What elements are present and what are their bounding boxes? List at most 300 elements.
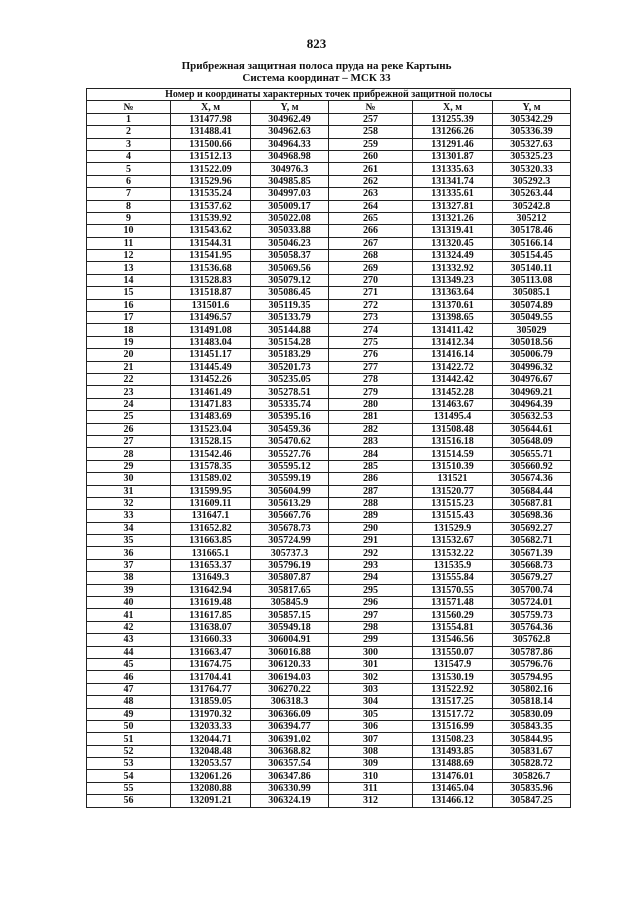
x-coordinate-right: 131508.48 [413, 423, 493, 435]
x-coordinate-right: 131324.49 [413, 250, 493, 262]
point-number-right: 262 [329, 175, 413, 187]
x-coordinate-left: 131647.1 [171, 510, 251, 522]
point-number-right: 301 [329, 658, 413, 670]
y-coordinate-right: 305006.79 [493, 349, 571, 361]
x-coordinate-left: 131523.04 [171, 423, 251, 435]
table-row [87, 287, 571, 299]
x-coordinate-right: 131422.72 [413, 361, 493, 373]
y-coordinate-right: 305679.27 [493, 572, 571, 584]
table-row [87, 299, 571, 311]
x-coordinate-right: 131341.74 [413, 175, 493, 187]
point-number-right: 277 [329, 361, 413, 373]
x-coordinate-right: 131532.67 [413, 535, 493, 547]
column-header-y-right: Y, м [493, 101, 571, 113]
table-row [87, 510, 571, 522]
y-coordinate-left: 305278.51 [251, 386, 329, 398]
point-number-left: 11 [87, 237, 171, 249]
y-coordinate-left: 306330.99 [251, 782, 329, 794]
y-coordinate-left: 305949.18 [251, 621, 329, 633]
x-coordinate-right: 131571.48 [413, 597, 493, 609]
y-coordinate-right: 305794.95 [493, 671, 571, 683]
x-coordinate-left: 131578.35 [171, 460, 251, 472]
table-row [87, 733, 571, 745]
point-number-left: 51 [87, 733, 171, 745]
table-row [87, 138, 571, 150]
point-number-left: 37 [87, 559, 171, 571]
table-row [87, 584, 571, 596]
x-coordinate-right: 131320.45 [413, 237, 493, 249]
x-coordinate-right: 131495.4 [413, 411, 493, 423]
x-coordinate-left: 132080.88 [171, 782, 251, 794]
y-coordinate-right: 305655.71 [493, 448, 571, 460]
point-number-left: 16 [87, 299, 171, 311]
point-number-right: 276 [329, 349, 413, 361]
point-number-left: 15 [87, 287, 171, 299]
y-coordinate-right: 305682.71 [493, 535, 571, 547]
x-coordinate-left: 131488.41 [171, 126, 251, 138]
y-coordinate-right: 305844.95 [493, 733, 571, 745]
y-coordinate-left: 305470.62 [251, 435, 329, 447]
table-group-header-row [87, 89, 571, 101]
point-number-left: 42 [87, 621, 171, 633]
y-coordinate-right: 305700.74 [493, 584, 571, 596]
x-coordinate-left: 132091.21 [171, 795, 251, 807]
x-coordinate-left: 131445.49 [171, 361, 251, 373]
x-coordinate-left: 131541.95 [171, 250, 251, 262]
x-coordinate-left: 131496.57 [171, 312, 251, 324]
point-number-right: 304 [329, 696, 413, 708]
x-coordinate-right: 131514.59 [413, 448, 493, 460]
x-coordinate-right: 131521 [413, 473, 493, 485]
y-coordinate-left: 305807.87 [251, 572, 329, 584]
y-coordinate-left: 305395.16 [251, 411, 329, 423]
x-coordinate-left: 131491.08 [171, 324, 251, 336]
y-coordinate-right: 305674.36 [493, 473, 571, 485]
x-coordinate-left: 131536.68 [171, 262, 251, 274]
point-number-right: 298 [329, 621, 413, 633]
table-row [87, 597, 571, 609]
x-coordinate-right: 131476.01 [413, 770, 493, 782]
point-number-left: 20 [87, 349, 171, 361]
y-coordinate-right: 305787.86 [493, 646, 571, 658]
y-coordinate-right: 305320.33 [493, 163, 571, 175]
x-coordinate-right: 131515.43 [413, 510, 493, 522]
point-number-right: 266 [329, 225, 413, 237]
x-coordinate-left: 131660.33 [171, 634, 251, 646]
y-coordinate-right: 305018.56 [493, 336, 571, 348]
x-coordinate-left: 131649.3 [171, 572, 251, 584]
point-number-right: 286 [329, 473, 413, 485]
y-coordinate-right: 305085.1 [493, 287, 571, 299]
y-coordinate-right: 305828.72 [493, 758, 571, 770]
y-coordinate-right: 305342.29 [493, 113, 571, 125]
x-coordinate-right: 131488.69 [413, 758, 493, 770]
x-coordinate-right: 131560.29 [413, 609, 493, 621]
x-coordinate-left: 131674.75 [171, 658, 251, 670]
point-number-left: 38 [87, 572, 171, 584]
table-column-header-row [87, 101, 571, 113]
y-coordinate-left: 305235.05 [251, 373, 329, 385]
x-coordinate-right: 131349.23 [413, 274, 493, 286]
y-coordinate-left: 305817.65 [251, 584, 329, 596]
x-coordinate-left: 131589.02 [171, 473, 251, 485]
y-coordinate-right: 305648.09 [493, 435, 571, 447]
x-coordinate-right: 131510.39 [413, 460, 493, 472]
table-row [87, 497, 571, 509]
table-row [87, 398, 571, 410]
point-number-right: 305 [329, 708, 413, 720]
table-row [87, 634, 571, 646]
y-coordinate-right: 305843.35 [493, 720, 571, 732]
x-coordinate-left: 131544.31 [171, 237, 251, 249]
point-number-left: 46 [87, 671, 171, 683]
table-row [87, 745, 571, 757]
table-row [87, 324, 571, 336]
table-row [87, 460, 571, 472]
y-coordinate-right: 305802.16 [493, 683, 571, 695]
point-number-left: 31 [87, 485, 171, 497]
document-title [0, 60, 633, 84]
point-number-left: 28 [87, 448, 171, 460]
x-coordinate-left: 131970.32 [171, 708, 251, 720]
point-number-right: 259 [329, 138, 413, 150]
point-number-right: 268 [329, 250, 413, 262]
y-coordinate-right: 305632.53 [493, 411, 571, 423]
x-coordinate-right: 131508.23 [413, 733, 493, 745]
point-number-left: 53 [87, 758, 171, 770]
point-number-right: 278 [329, 373, 413, 385]
x-coordinate-left: 131500.66 [171, 138, 251, 150]
y-coordinate-left: 304968.98 [251, 150, 329, 162]
title-line-1: Прибрежная защитная полоса пруда на реке Картынь [181, 60, 452, 72]
y-coordinate-left: 306120.33 [251, 658, 329, 670]
table-row [87, 349, 571, 361]
x-coordinate-left: 131542.46 [171, 448, 251, 460]
y-coordinate-right: 304969.21 [493, 386, 571, 398]
y-coordinate-right: 305660.92 [493, 460, 571, 472]
table-row [87, 237, 571, 249]
point-number-right: 257 [329, 113, 413, 125]
point-number-right: 273 [329, 312, 413, 324]
point-number-left: 35 [87, 535, 171, 547]
x-coordinate-right: 131370.61 [413, 299, 493, 311]
x-coordinate-left: 131617.85 [171, 609, 251, 621]
y-coordinate-left: 305086.45 [251, 287, 329, 299]
x-coordinate-right: 131532.22 [413, 547, 493, 559]
point-number-left: 36 [87, 547, 171, 559]
point-number-left: 48 [87, 696, 171, 708]
x-coordinate-right: 131321.26 [413, 212, 493, 224]
y-coordinate-left: 305613.29 [251, 497, 329, 509]
y-coordinate-right: 305644.61 [493, 423, 571, 435]
page-number: 823 [306, 36, 327, 51]
point-number-right: 258 [329, 126, 413, 138]
x-coordinate-left: 131663.47 [171, 646, 251, 658]
point-number-left: 9 [87, 212, 171, 224]
point-number-left: 18 [87, 324, 171, 336]
y-coordinate-left: 304964.33 [251, 138, 329, 150]
y-coordinate-right: 305292.3 [493, 175, 571, 187]
x-coordinate-right: 131335.61 [413, 188, 493, 200]
y-coordinate-left: 305022.08 [251, 212, 329, 224]
x-coordinate-right: 131416.14 [413, 349, 493, 361]
y-coordinate-right: 305212 [493, 212, 571, 224]
table-row [87, 795, 571, 807]
x-coordinate-right: 131452.28 [413, 386, 493, 398]
point-number-right: 275 [329, 336, 413, 348]
x-coordinate-right: 131291.46 [413, 138, 493, 150]
x-coordinate-right: 131332.92 [413, 262, 493, 274]
point-number-right: 310 [329, 770, 413, 782]
x-coordinate-right: 131335.63 [413, 163, 493, 175]
table-row [87, 683, 571, 695]
x-coordinate-left: 131518.87 [171, 287, 251, 299]
table-row [87, 696, 571, 708]
point-number-right: 265 [329, 212, 413, 224]
table-row [87, 473, 571, 485]
y-coordinate-right: 305796.76 [493, 658, 571, 670]
x-coordinate-left: 131704.41 [171, 671, 251, 683]
x-coordinate-left: 131537.62 [171, 200, 251, 212]
y-coordinate-left: 304962.63 [251, 126, 329, 138]
table-row [87, 361, 571, 373]
x-coordinate-left: 132053.57 [171, 758, 251, 770]
x-coordinate-left: 131652.82 [171, 522, 251, 534]
y-coordinate-right: 305113.08 [493, 274, 571, 286]
point-number-right: 282 [329, 423, 413, 435]
point-number-right: 288 [329, 497, 413, 509]
x-coordinate-right: 131466.12 [413, 795, 493, 807]
point-number-right: 261 [329, 163, 413, 175]
y-coordinate-left: 306016.88 [251, 646, 329, 658]
y-coordinate-left: 305009.17 [251, 200, 329, 212]
x-coordinate-left: 131638.07 [171, 621, 251, 633]
table-row [87, 175, 571, 187]
x-coordinate-right: 131255.39 [413, 113, 493, 125]
x-coordinate-left: 131859.05 [171, 696, 251, 708]
x-coordinate-left: 131528.83 [171, 274, 251, 286]
table-row [87, 535, 571, 547]
point-number-right: 303 [329, 683, 413, 695]
y-coordinate-right: 305759.73 [493, 609, 571, 621]
point-number-right: 270 [329, 274, 413, 286]
y-coordinate-right: 305263.44 [493, 188, 571, 200]
y-coordinate-left: 306391.02 [251, 733, 329, 745]
x-coordinate-right: 131546.56 [413, 634, 493, 646]
y-coordinate-left: 306194.03 [251, 671, 329, 683]
x-coordinate-left: 131483.04 [171, 336, 251, 348]
x-coordinate-right: 131398.65 [413, 312, 493, 324]
table-group-header: Номер и координаты характерных точек прибрежной защитной полосы [87, 89, 571, 101]
y-coordinate-right: 305826.7 [493, 770, 571, 782]
x-coordinate-left: 131483.69 [171, 411, 251, 423]
x-coordinate-right: 131363.64 [413, 287, 493, 299]
point-number-right: 263 [329, 188, 413, 200]
point-number-left: 3 [87, 138, 171, 150]
y-coordinate-left: 304962.49 [251, 113, 329, 125]
point-number-right: 284 [329, 448, 413, 460]
point-number-right: 299 [329, 634, 413, 646]
y-coordinate-left: 305201.73 [251, 361, 329, 373]
table-row [87, 572, 571, 584]
x-coordinate-left: 132044.71 [171, 733, 251, 745]
y-coordinate-left: 305724.99 [251, 535, 329, 547]
table-row [87, 435, 571, 447]
point-number-left: 7 [87, 188, 171, 200]
x-coordinate-right: 131463.67 [413, 398, 493, 410]
table-row [87, 250, 571, 262]
x-coordinate-right: 131515.23 [413, 497, 493, 509]
y-coordinate-left: 305033.88 [251, 225, 329, 237]
table-row [87, 720, 571, 732]
x-coordinate-left: 131471.83 [171, 398, 251, 410]
y-coordinate-left: 305069.56 [251, 262, 329, 274]
y-coordinate-left: 306366.09 [251, 708, 329, 720]
x-coordinate-left: 131522.09 [171, 163, 251, 175]
x-coordinate-left: 131642.94 [171, 584, 251, 596]
y-coordinate-left: 305667.76 [251, 510, 329, 522]
y-coordinate-left: 305595.12 [251, 460, 329, 472]
point-number-left: 26 [87, 423, 171, 435]
x-coordinate-left: 131501.6 [171, 299, 251, 311]
point-number-left: 55 [87, 782, 171, 794]
x-coordinate-left: 131665.1 [171, 547, 251, 559]
x-coordinate-right: 131530.19 [413, 671, 493, 683]
x-coordinate-left: 131477.98 [171, 113, 251, 125]
point-number-right: 306 [329, 720, 413, 732]
point-number-left: 27 [87, 435, 171, 447]
table-row [87, 448, 571, 460]
x-coordinate-left: 131451.17 [171, 349, 251, 361]
y-coordinate-right: 304964.39 [493, 398, 571, 410]
table-row [87, 770, 571, 782]
x-coordinate-left: 131512.13 [171, 150, 251, 162]
y-coordinate-left: 306368.82 [251, 745, 329, 757]
point-number-left: 5 [87, 163, 171, 175]
point-number-right: 289 [329, 510, 413, 522]
point-number-right: 264 [329, 200, 413, 212]
point-number-left: 54 [87, 770, 171, 782]
y-coordinate-left: 306357.54 [251, 758, 329, 770]
point-number-right: 293 [329, 559, 413, 571]
point-number-left: 29 [87, 460, 171, 472]
point-number-left: 33 [87, 510, 171, 522]
x-coordinate-right: 131516.99 [413, 720, 493, 732]
y-coordinate-right: 305698.36 [493, 510, 571, 522]
point-number-left: 17 [87, 312, 171, 324]
x-coordinate-left: 131528.15 [171, 435, 251, 447]
table-row [87, 782, 571, 794]
point-number-left: 23 [87, 386, 171, 398]
y-coordinate-left: 305046.23 [251, 237, 329, 249]
x-coordinate-right: 131554.81 [413, 621, 493, 633]
point-number-right: 312 [329, 795, 413, 807]
point-number-left: 1 [87, 113, 171, 125]
x-coordinate-left: 131529.96 [171, 175, 251, 187]
x-coordinate-right: 131301.87 [413, 150, 493, 162]
x-coordinate-right: 131547.9 [413, 658, 493, 670]
table-row [87, 386, 571, 398]
point-number-left: 4 [87, 150, 171, 162]
table-row [87, 113, 571, 125]
y-coordinate-right: 305831.67 [493, 745, 571, 757]
table-row [87, 373, 571, 385]
x-coordinate-left: 131619.48 [171, 597, 251, 609]
y-coordinate-left: 306324.19 [251, 795, 329, 807]
point-number-right: 281 [329, 411, 413, 423]
table-row [87, 646, 571, 658]
table-row [87, 188, 571, 200]
x-coordinate-right: 131266.26 [413, 126, 493, 138]
title-line-2: Система координат – МСК 33 [242, 72, 391, 84]
point-number-right: 302 [329, 671, 413, 683]
y-coordinate-right: 305336.39 [493, 126, 571, 138]
x-coordinate-right: 131550.07 [413, 646, 493, 658]
table-row [87, 312, 571, 324]
column-header-number-left: № [87, 101, 171, 113]
point-number-right: 280 [329, 398, 413, 410]
point-number-right: 267 [329, 237, 413, 249]
y-coordinate-left: 304976.3 [251, 163, 329, 175]
point-number-right: 285 [329, 460, 413, 472]
y-coordinate-right: 304976.67 [493, 373, 571, 385]
y-coordinate-right: 305327.63 [493, 138, 571, 150]
point-number-right: 294 [329, 572, 413, 584]
y-coordinate-left: 305796.19 [251, 559, 329, 571]
table-row [87, 758, 571, 770]
y-coordinate-right: 304996.32 [493, 361, 571, 373]
point-number-right: 279 [329, 386, 413, 398]
x-coordinate-right: 131493.85 [413, 745, 493, 757]
x-coordinate-left: 132048.48 [171, 745, 251, 757]
table-row [87, 200, 571, 212]
x-coordinate-right: 131442.42 [413, 373, 493, 385]
y-coordinate-left: 305058.37 [251, 250, 329, 262]
y-coordinate-right: 305166.14 [493, 237, 571, 249]
x-coordinate-left: 131609.11 [171, 497, 251, 509]
table-row [87, 262, 571, 274]
point-number-right: 308 [329, 745, 413, 757]
x-coordinate-left: 132033.33 [171, 720, 251, 732]
point-number-left: 21 [87, 361, 171, 373]
point-number-right: 260 [329, 150, 413, 162]
table-row [87, 559, 571, 571]
table-row [87, 212, 571, 224]
table-row [87, 485, 571, 497]
point-number-right: 291 [329, 535, 413, 547]
column-header-x-left: X, м [171, 101, 251, 113]
table-row [87, 621, 571, 633]
table-row [87, 126, 571, 138]
table-row [87, 274, 571, 286]
point-number-left: 40 [87, 597, 171, 609]
y-coordinate-left: 305678.73 [251, 522, 329, 534]
point-number-left: 30 [87, 473, 171, 485]
point-number-left: 39 [87, 584, 171, 596]
point-number-left: 45 [87, 658, 171, 670]
x-coordinate-left: 131599.95 [171, 485, 251, 497]
y-coordinate-right: 305049.55 [493, 312, 571, 324]
x-coordinate-left: 131653.37 [171, 559, 251, 571]
point-number-right: 272 [329, 299, 413, 311]
point-number-right: 295 [329, 584, 413, 596]
point-number-left: 10 [87, 225, 171, 237]
y-coordinate-left: 305119.35 [251, 299, 329, 311]
table-row [87, 609, 571, 621]
y-coordinate-right: 305835.96 [493, 782, 571, 794]
y-coordinate-right: 305762.8 [493, 634, 571, 646]
point-number-right: 309 [329, 758, 413, 770]
